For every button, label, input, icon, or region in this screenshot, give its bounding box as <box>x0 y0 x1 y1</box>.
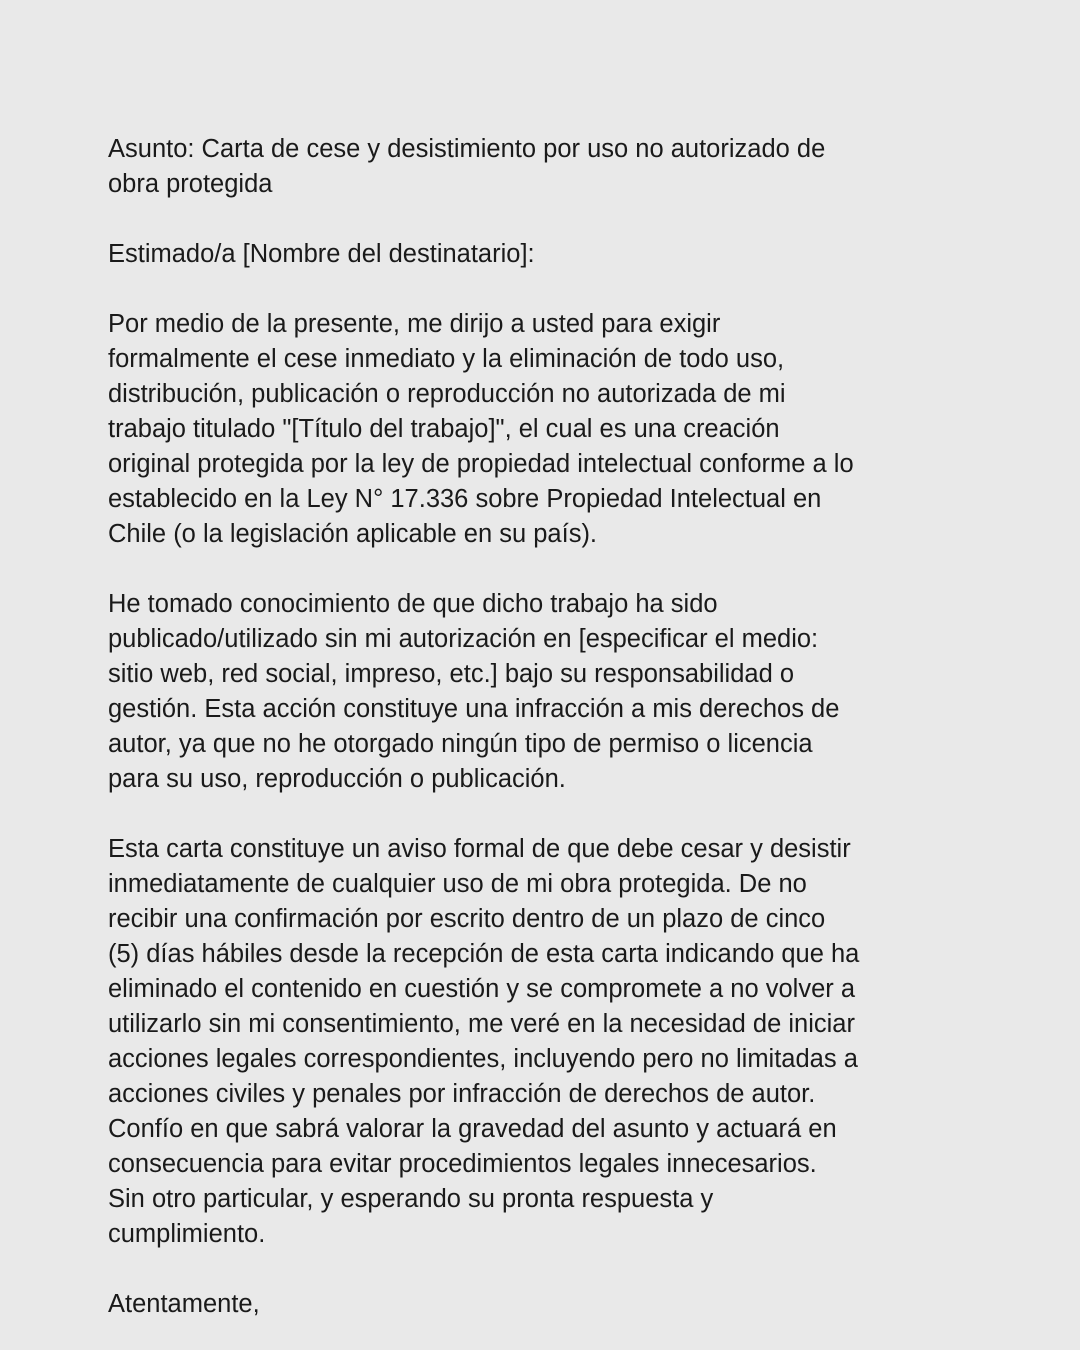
paragraph-line: formalmente el cese inmediato y la eliminación de todo uso, <box>108 345 785 373</box>
paragraph-line: utilizarlo sin mi consentimiento, me veré en la necesidad de iniciar <box>108 1010 855 1038</box>
paragraph-line: recibir una confirmación por escrito dentro de un plazo de cinco <box>108 905 826 933</box>
paragraph-line: Sin otro particular, y esperando su pronta respuesta y <box>108 1185 714 1213</box>
paragraph-line: Esta carta constituye un aviso formal de que debe cesar y desistir <box>108 835 851 863</box>
subject-line: obra protegida <box>108 170 273 198</box>
spacer <box>108 202 908 237</box>
spacer <box>108 272 908 307</box>
paragraph-line: gestión. Esta acción constituye una infracción a mis derechos de <box>108 695 840 723</box>
subject-line: Asunto: Carta de cese y desistimiento por uso no autorizado de <box>108 135 826 163</box>
spacer <box>108 1252 908 1287</box>
paragraph-line: original protegida por la ley de propiedad intelectual conforme a lo <box>108 450 854 478</box>
paragraph-line: acciones legales correspondientes, incluyendo pero no limitadas a <box>108 1045 858 1073</box>
paragraph-line: inmediatamente de cualquier uso de mi obra protegida. De no <box>108 870 807 898</box>
letter-body <box>108 132 908 1322</box>
paragraph-1 <box>108 307 908 552</box>
paragraph-line: publicado/utilizado sin mi autorización en [especificar el medio: <box>108 625 819 653</box>
paragraph-line: autor, ya que no he otorgado ningún tipo de permiso o licencia <box>108 730 813 758</box>
closing: Atentamente, <box>108 1290 260 1318</box>
spacer <box>108 797 908 832</box>
paragraph-line: trabajo titulado "[Título del trabajo]", el cual es una creación <box>108 415 780 443</box>
paragraph-line: sitio web, red social, impreso, etc.] bajo su responsabilidad o <box>108 660 795 688</box>
paragraph-line: Chile (o la legislación aplicable en su país). <box>108 520 598 548</box>
paragraph-line: Por medio de la presente, me dirijo a usted para exigir <box>108 310 721 338</box>
paragraph-line: He tomado conocimiento de que dicho trabajo ha sido <box>108 590 718 618</box>
paragraph-line: para su uso, reproducción o publicación. <box>108 765 566 793</box>
paragraph-line: eliminado el contenido en cuestión y se compromete a no volver a <box>108 975 856 1003</box>
paragraph-line: cumplimiento. <box>108 1220 266 1248</box>
paragraph-line: acciones civiles y penales por infracción de derechos de autor. <box>108 1080 816 1108</box>
subject-block <box>108 132 908 202</box>
paragraph-2 <box>108 587 908 797</box>
greeting: Estimado/a [Nombre del destinatario]: <box>108 240 535 268</box>
paragraph-line: distribución, publicación o reproducción no autorizada de mi <box>108 380 786 408</box>
paragraph-line: (5) días hábiles desde la recepción de esta carta indicando que ha <box>108 940 860 968</box>
paragraph-line: establecido en la Ley N° 17.336 sobre Propiedad Intelectual en <box>108 485 822 513</box>
paragraph-line: Confío en que sabrá valorar la gravedad del asunto y actuará en <box>108 1115 837 1143</box>
paragraph-3 <box>108 832 908 1252</box>
paragraph-line: consecuencia para evitar procedimientos legales innecesarios. <box>108 1150 817 1178</box>
spacer <box>108 552 908 587</box>
